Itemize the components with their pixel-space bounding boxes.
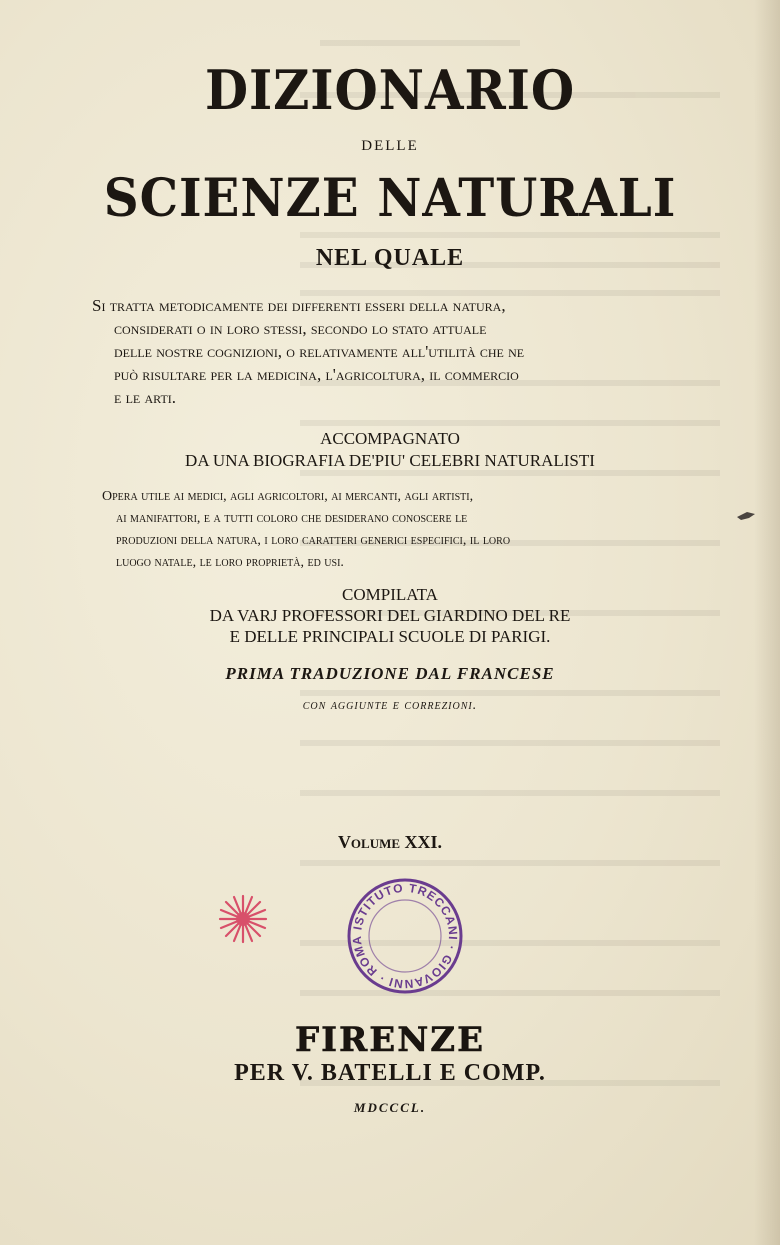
accompagnato-line: ACCOMPAGNATO — [320, 429, 460, 448]
corrections-note: con aggiunte e correzioni. — [302, 698, 478, 713]
opera-line: Opera utile ai medici, agli agricoltori, ai mercanti, agli artisti, — [102, 489, 474, 504]
title-connector: DELLE — [361, 138, 419, 154]
stamp-text: ISTITUTO TRECCANI · GIOVANNI · ROMA — [349, 880, 461, 992]
red-ink-mark — [216, 892, 270, 946]
imprint-city: FIRENZE — [294, 1020, 486, 1060]
book-title: DIZIONARIO — [204, 58, 576, 122]
opera-line: luogo natale, le loro proprietà, ed usi. — [116, 555, 344, 570]
volume-number — [0, 832, 780, 853]
svg-text:ISTITUTO TRECCANI · GIOVANNI · — [350, 881, 460, 991]
accompagnato-block — [0, 428, 780, 472]
opera-line: produzioni della natura, i loro caratteri generici especifici, il loro — [116, 533, 511, 548]
compilata-block — [0, 584, 780, 647]
description-line: può risultare per la medicina, l'agricoltura, il commercio — [114, 365, 519, 384]
description-line: delle nostre cognizioni, o relativamente all'utilità che ne — [114, 342, 525, 361]
translation-note: PRIMA TRADUZIONE DAL FRANCESE — [225, 664, 555, 683]
description-line: considerati o in loro stessi, secondo lo stato attuale — [114, 319, 487, 338]
description-line: e le arti. — [114, 388, 177, 407]
opera-paragraph — [102, 486, 662, 574]
compilata-line: COMPILATA — [342, 585, 438, 604]
library-stamp — [345, 876, 465, 996]
compilata-line: DA VARJ PROFESSORI DEL GIARDINO DEL RE — [209, 606, 571, 625]
book-subtitle: SCIENZE NATURALI — [103, 168, 677, 229]
ink-speck — [735, 508, 757, 522]
nel-quale-heading: NEL QUALE — [315, 245, 465, 271]
imprint-year: MDCCCL. — [353, 1100, 427, 1115]
volume-label: Volume XXI. — [337, 832, 443, 852]
description-line: Si tratta metodicamente dei differenti esseri della natura, — [92, 296, 506, 315]
biografia-line: DA UNA BIOGRAFIA DE'PIU' CELEBRI NATURALISTI — [185, 451, 595, 470]
opera-line: ai manifattori, e a tutti coloro che desiderano conoscere le — [116, 511, 468, 526]
description-paragraph — [92, 294, 660, 409]
compilata-line: E DELLE PRINCIPALI SCUOLE DI PARIGI. — [229, 627, 551, 646]
imprint-publisher: PER V. BATELLI E COMP. — [234, 1060, 546, 1086]
